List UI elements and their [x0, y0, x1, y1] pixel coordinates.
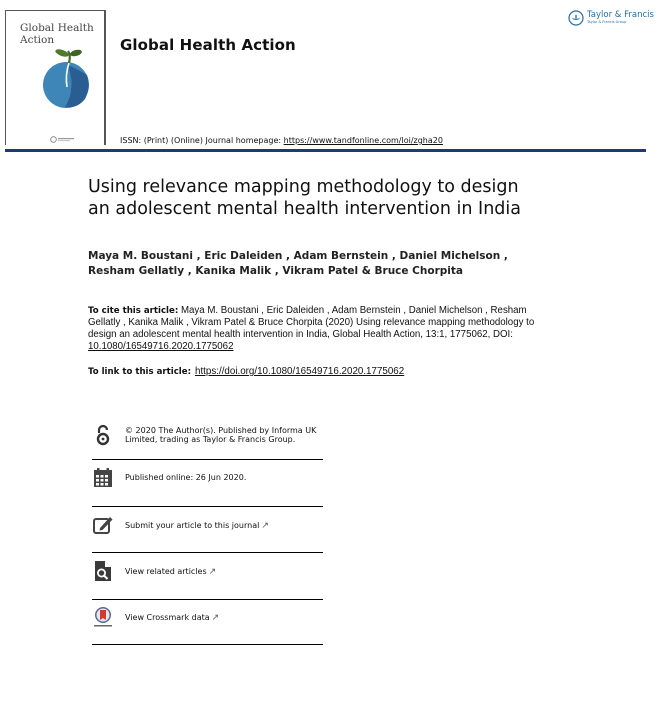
- published-date: Published online: 26 Jun 2020.: [125, 473, 247, 482]
- related-articles-icon: [92, 560, 114, 582]
- cite-text: Maya M. Boustani , Eric Daleiden , Adam Bernstein , Daniel Michelson , Resham Gellatly , Kanika Malik , Vikram Patel & Bruce Chorpita (2020) Using relevance mapping methodology to design an adolescent mental health intervention in India, Global Health Action, 13:1, 1775062, DOI:: [88, 305, 535, 340]
- article-title: [88, 176, 568, 220]
- info-divider: [92, 506, 323, 507]
- issn-line: [120, 136, 443, 145]
- link-label: To link to this article:: [88, 367, 192, 377]
- external-link-icon: ↗: [211, 613, 220, 623]
- cover-title-line1: Global Health: [20, 22, 94, 34]
- authors-line2: Resham Gellatly , Kanika Malik , Vikram Patel & Bruce Chorpita: [88, 265, 463, 277]
- related-articles-label: View related articles: [125, 567, 207, 576]
- article-title-line1: Using relevance mapping methodology to design: [88, 177, 519, 197]
- license-text: © 2020 The Author(s). Published by Informa UK Limited, trading as Taylor & Francis Group.: [125, 426, 317, 444]
- info-divider: [92, 552, 323, 553]
- external-link-icon: ↗: [208, 567, 217, 577]
- cite-doi-link[interactable]: 10.1080/16549716.2020.1775062: [88, 341, 234, 352]
- cover-title-line2: Action: [20, 34, 55, 46]
- article-authors: [88, 249, 568, 279]
- submit-article-label: Submit your article to this journal: [125, 521, 260, 530]
- edit-icon: [92, 514, 114, 536]
- globe-sprout-icon: [41, 47, 95, 109]
- info-divider: [92, 459, 323, 460]
- article-link-line: [88, 366, 404, 377]
- info-divider: [92, 644, 323, 645]
- journal-cover: [5, 10, 106, 145]
- citation-block: [88, 305, 558, 353]
- info-row-published: [92, 467, 323, 489]
- issn-label: ISSN: (Print) (Online) Journal homepage:: [120, 136, 282, 145]
- article-doi-link[interactable]: https://doi.org/10.1080/16549716.2020.1775062: [195, 366, 405, 377]
- crossmark-icon: [92, 606, 114, 628]
- open-access-icon: [92, 424, 114, 446]
- external-link-icon: ↗: [261, 521, 269, 531]
- publisher-subtitle: Taylor & Francis Group: [587, 20, 627, 24]
- calendar-icon: [92, 467, 114, 489]
- authors-line1: Maya M. Boustani , Eric Daleiden , Adam Bernstein , Daniel Michelson ,: [88, 250, 508, 262]
- submit-article-link[interactable]: [92, 514, 323, 536]
- taylor-francis-lamp-icon: [568, 10, 584, 26]
- crossmark-link[interactable]: [92, 606, 323, 628]
- journal-name: Global Health Action: [120, 36, 296, 54]
- journal-homepage-link[interactable]: https://www.tandfonline.com/loi/zgha20: [283, 136, 443, 145]
- header-divider: [5, 149, 646, 152]
- publisher-mini-logo: [50, 136, 76, 143]
- article-title-line2: an adolescent mental health intervention in India: [88, 199, 521, 219]
- publisher-name: Taylor & Francis: [587, 10, 654, 20]
- info-divider: [92, 599, 323, 600]
- taylor-francis-logo[interactable]: [568, 10, 654, 26]
- cover-title: [20, 22, 94, 46]
- crossmark-label: View Crossmark data: [125, 613, 210, 622]
- cite-label: To cite this article:: [88, 306, 179, 316]
- related-articles-link[interactable]: [92, 560, 323, 582]
- info-row-license: [92, 424, 323, 446]
